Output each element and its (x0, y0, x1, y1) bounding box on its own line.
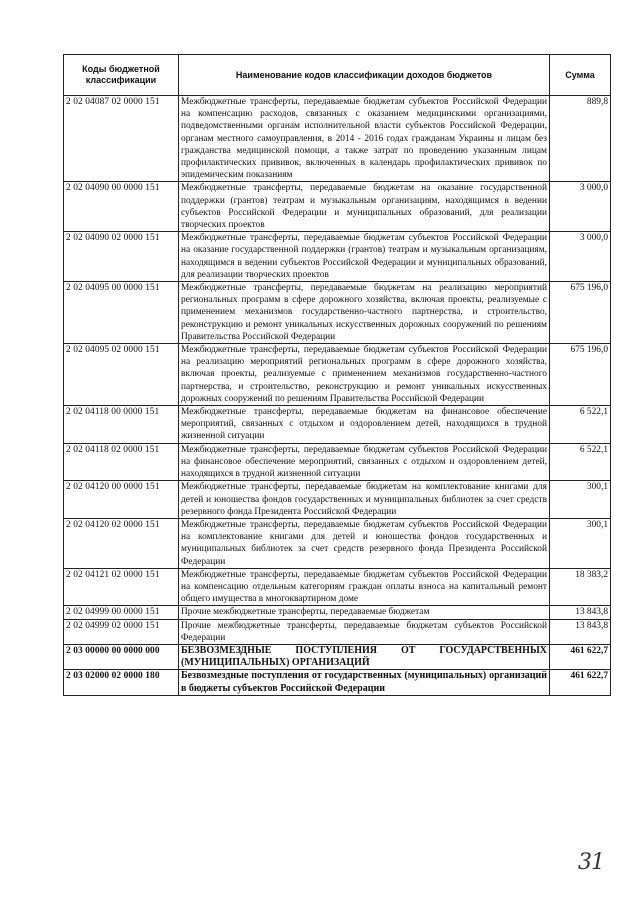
row-name: Межбюджетные трансферты, передаваемые бюджетам на реализацию мероприятий региональных программ в сфере дорожного хозяйства, включая проекты, реализуемые с применением механизмов государственно-частного партнерства, и строительство, реконструкцию и ремонт уникальных искусственных дорожных сооружений по решениям Правительства Российской Федерации (179, 282, 550, 344)
row-sum: 18 383,2 (550, 568, 611, 606)
row-sum: 300,1 (550, 518, 611, 568)
header-sum: Сумма (550, 55, 611, 96)
row-sum: 13 843,8 (550, 619, 611, 644)
row-code: 2 02 04090 00 0000 151 (64, 182, 179, 232)
row-name: Межбюджетные трансферты, передаваемые бюджетам субъектов Российской Федерации на оказание государственной поддержки (грантов) театрам и музыкальным организациям, находящимся в ведении субъектов Российской Федерации и муниципальных образований, для реализации творческих проектов (179, 232, 550, 282)
table-row (64, 443, 611, 481)
row-name: Межбюджетные трансферты, передаваемые бюджетам субъектов Российской Федерации на финансовое обеспечение мероприятий, связанных с отдыхом и оздоровлением детей, находящихся в трудной жизненной ситуации (179, 443, 550, 481)
row-name: Межбюджетные трансферты, передаваемые бюджетам субъектов Российской Федерации на комплектование книгами для детей и юношества фондов государственных и муниципальных библиотек за счет средств резервного фонда Президента Российской Федерации (179, 518, 550, 568)
row-code: 2 03 00000 00 0000 000 (64, 644, 179, 669)
row-code: 2 03 02000 02 0000 180 (64, 670, 179, 695)
page-number: 31 (578, 850, 604, 875)
row-sum: 300,1 (550, 481, 611, 519)
row-sum: 675 196,0 (550, 344, 611, 406)
row-code: 2 02 04121 02 0000 151 (64, 568, 179, 606)
table-row (64, 96, 611, 182)
table-row (64, 232, 611, 282)
row-code: 2 02 04095 00 0000 151 (64, 282, 179, 344)
table-row (64, 282, 611, 344)
row-code: 2 02 04118 00 0000 151 (64, 406, 179, 444)
table-row (64, 182, 611, 232)
table-row (64, 406, 611, 444)
table-row (64, 568, 611, 606)
row-sum: 13 843,8 (550, 606, 611, 619)
table-row (64, 344, 611, 406)
row-name: Межбюджетные трансферты, передаваемые бюджетам субъектов Российской Федерации на реализацию мероприятий региональных программ в сфере дорожного хозяйства, включая проекты, реализуемые с применением механизмов государственно-частного партнерства, и строительство, реконструкцию и ремонт уникальных искусственных дорожных сооружений по решениям Правительства Российской Федерации (179, 344, 550, 406)
row-code: 2 02 04999 00 0000 151 (64, 606, 179, 619)
row-name: Межбюджетные трансферты, передаваемые бюджетам субъектов Российской Федерации на компенсацию отдельным категориям граждан оплаты взноса на капитальный ремонт общего имущества в многоквартирном доме (179, 568, 550, 606)
row-code: 2 02 04090 02 0000 151 (64, 232, 179, 282)
table-row-total (64, 670, 611, 695)
row-name: БЕЗВОЗМЕЗДНЫЕ ПОСТУПЛЕНИЯ ОТ ГОСУДАРСТВЕННЫХ (МУНИЦИПАЛЬНЫХ) ОРГАНИЗАЦИЙ (179, 644, 550, 669)
table-row-total (64, 644, 611, 669)
row-code: 2 02 04095 02 0000 151 (64, 344, 179, 406)
row-code: 2 02 04999 02 0000 151 (64, 619, 179, 644)
table-row (64, 518, 611, 568)
row-sum: 675 196,0 (550, 282, 611, 344)
row-sum: 6 522,1 (550, 406, 611, 444)
table-row (64, 606, 611, 619)
header-name: Наименование кодов классификации доходов бюджетов (179, 55, 550, 96)
row-code: 2 02 04120 00 0000 151 (64, 481, 179, 519)
row-name: Прочие межбюджетные трансферты, передаваемые бюджетам субъектов Российской Федерации (179, 619, 550, 644)
row-sum: 3 000,0 (550, 182, 611, 232)
row-code: 2 02 04118 02 0000 151 (64, 443, 179, 481)
row-sum: 889,8 (550, 96, 611, 182)
row-sum: 3 000,0 (550, 232, 611, 282)
header-code: Коды бюджетной классификации (64, 55, 179, 96)
table-row (64, 481, 611, 519)
row-name: Межбюджетные трансферты, передаваемые бюджетам на финансовое обеспечение мероприятий, связанных с отдыхом и оздоровлением детей, находящихся в трудной жизненной ситуации (179, 406, 550, 444)
row-name: Безвозмездные поступления от государственных (муниципальных) организаций в бюджеты субъектов Российской Федерации (179, 670, 550, 695)
row-name: Межбюджетные трансферты, передаваемые бюджетам на оказание государственной поддержки (грантов) театрам и музыкальным организациям, находящимся в ведении субъектов Российской Федерации и муниципальных образований, для реализации творческих проектов (179, 182, 550, 232)
row-sum: 6 522,1 (550, 443, 611, 481)
table-header-row (64, 55, 611, 96)
row-name: Межбюджетные трансферты, передаваемые бюджетам субъектов Российской Федерации на компенсацию расходов, связанных с оказанием медицинскими организациями, подведомственными органам исполнительной власти субъектов Российской Федерации, органам местного самоуправления, в 2014 - 2016 годах гражданам Украины и лицам без гражданства медицинской помощи, а также затрат по проведению указанным лицам профилактических прививок, включенных в календарь профилактических прививок по эпидемическим показаниям (179, 96, 550, 182)
row-code: 2 02 04087 02 0000 151 (64, 96, 179, 182)
table-row (64, 619, 611, 644)
budget-revenue-table (63, 54, 611, 696)
row-code: 2 02 04120 02 0000 151 (64, 518, 179, 568)
row-sum: 461 622,7 (550, 644, 611, 669)
row-name: Прочие межбюджетные трансферты, передаваемые бюджетам (179, 606, 550, 619)
row-sum: 461 622,7 (550, 670, 611, 695)
row-name: Межбюджетные трансферты, передаваемые бюджетам на комплектование книгами для детей и юношества фондов государственных и муниципальных библиотек за счет средств резервного фонда Президента Российской Федерации (179, 481, 550, 519)
